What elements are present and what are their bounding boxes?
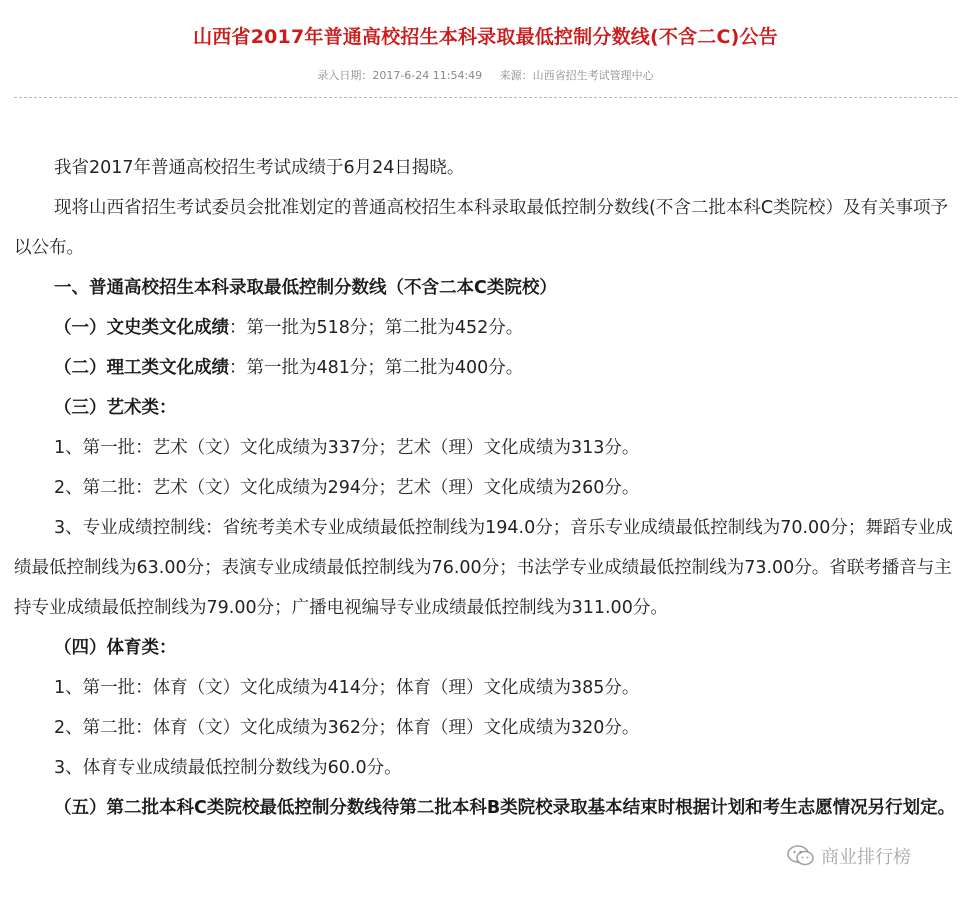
section-heading-art: （三）艺术类： (54, 398, 177, 418)
source-label: 来源：山西省招生考试管理中心 (499, 69, 654, 82)
section-heading-5: （五）第二批本科C类院校最低控制分数线待第二批本科B类院校录取基本结束时根据计划和考生志愿情况另行划定。 (54, 798, 956, 818)
paragraph-science: （二）理工类文化成绩：第一批为481分；第二批为400分。 (54, 358, 524, 378)
paragraph-sports-3: 3、体育专业成绩最低控制分数线为60.0分。 (54, 758, 402, 778)
paragraph-sports-2: 2、第二批：体育（文）文化成绩为362分；体育（理）文化成绩为320分。 (54, 718, 640, 738)
wechat-icon (787, 845, 815, 867)
page-title: 山西省2017年普通高校招生本科录取最低控制分数线(不含二C)公告 (193, 26, 778, 48)
paragraph-announcement: 现将山西省招生考试委员会批准划定的普通高校招生本科录取最低控制分数线(不含二批本科C类院校）及有关事项予以公布。 (14, 198, 949, 258)
paragraph-art-1: 1、第一批：艺术（文）文化成绩为337分；艺术（理）文化成绩为313分。 (54, 438, 640, 458)
section-heading-sports: （四）体育类： (54, 638, 177, 658)
watermark (787, 841, 937, 871)
entry-date: 录入日期：2017-6-24 11:54:49 (317, 69, 483, 82)
paragraph-art-3: 3、专业成绩控制线：省统考美术专业成绩最低控制线为194.0分；音乐专业成绩最低控制线为70.00分；舞蹈专业成绩最低控制线为63.00分；表演专业成绩最低控制线为76.00分；书法学专业成绩最低控制线为73.00分。省联考播音与主持专业成绩最低控制线为79.00分；广播电视编导专业成绩最低控制线为311.00分。 (14, 518, 953, 618)
watermark-label: 商业排行榜 (821, 847, 911, 868)
article-body (14, 148, 958, 828)
section-heading-1: 一、普通高校招生本科录取最低控制分数线（不含二本C类院校） (54, 278, 557, 298)
article-meta (0, 67, 971, 83)
paragraph-art-2: 2、第二批：艺术（文）文化成绩为294分；艺术（理）文化成绩为260分。 (54, 478, 640, 498)
paragraph-intro: 我省2017年普通高校招生考试成绩于6月24日揭晓。 (54, 158, 465, 178)
paragraph-liberal-arts: （一）文史类文化成绩：第一批为518分；第二批为452分。 (54, 318, 524, 338)
header-divider (14, 97, 957, 98)
paragraph-sports-1: 1、第一批：体育（文）文化成绩为414分；体育（理）文化成绩为385分。 (54, 678, 640, 698)
